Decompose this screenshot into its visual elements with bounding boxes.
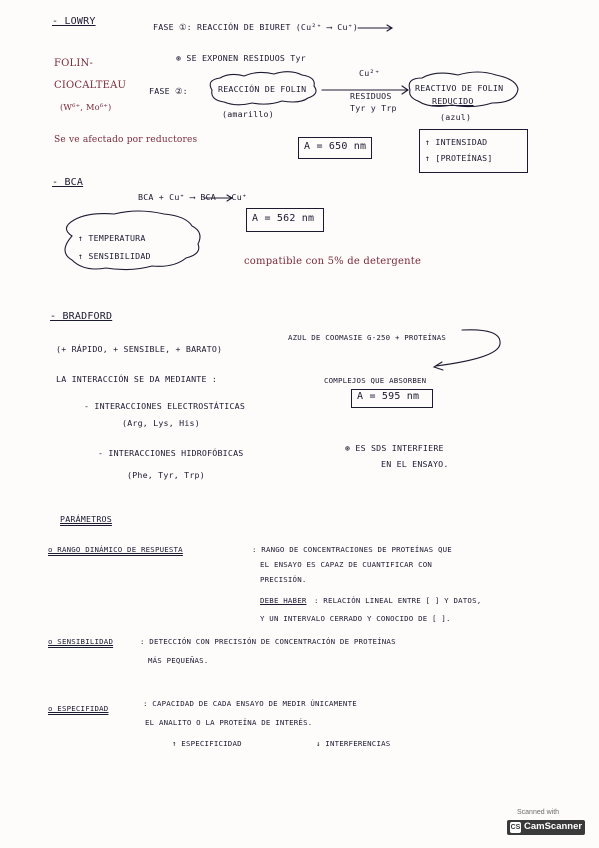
bradford-dye: AZUL DE COOMASIE G-250 + PROTEÍNAS <box>288 333 447 342</box>
lowry-cu2: Cu²⁺ <box>359 68 380 78</box>
camscanner-watermark <box>503 808 587 838</box>
parametros-heading: PARÁMETROS <box>60 514 112 524</box>
sensibilidad-line-2: MÁS PEQUEÑAS. <box>148 656 209 665</box>
lowry-wavelength: A = 650 nm <box>304 141 367 152</box>
bradford-sds-2: EN EL ENSAYO. <box>381 459 449 469</box>
bca-wavelength: A = 562 nm <box>252 213 315 224</box>
lowry-azul: (azul) <box>440 112 472 122</box>
rango-line-1: : RANGO DE CONCENTRACIONES DE PROTEÍNAS QUE <box>252 545 452 554</box>
scanned-with-label: Scanned with <box>517 809 560 816</box>
rango-label: o RANGO DINÁMICO DE RESPUESTA <box>48 545 183 554</box>
lowry-fase1: FASE ①: REACCIÓN DE BIURET (Cu²⁺ ⟶ Cu⁺) <box>153 22 359 32</box>
rango-line-2: EL ENSAYO ES CAPAZ DE CUANTIFICAR CON <box>260 560 433 569</box>
lowry-note: Se ve afectado por reductores <box>54 135 198 145</box>
lowry-amarillo: (amarillo) <box>222 109 274 119</box>
camscanner-badge <box>507 820 585 835</box>
rango-line-3: PRECISIÓN. <box>260 575 307 584</box>
lowry-inc-1: ↑ INTENSIDAD <box>425 137 488 147</box>
folin-title-1: FOLIN- <box>54 58 94 69</box>
bradford-heading: - BRADFORD <box>50 311 113 322</box>
sensibilidad-line-1: : DETECCIÓN CON PRECISIÓN DE CONCENTRACIÓN DE PROTEÍNAS <box>140 637 396 646</box>
lowry-heading: - LOWRY <box>52 16 96 27</box>
bradford-hidro-res: (Phe, Tyr, Trp) <box>127 470 205 480</box>
cs-logo-icon: CS <box>510 824 521 831</box>
especifidad-label: o ESPECIFIDAD <box>48 704 109 713</box>
bradford-interaction: LA INTERACCIÓN SE DA MEDIANTE : <box>56 374 218 384</box>
bca-cloud-1: ↑ TEMPERATURA <box>78 233 146 243</box>
bradford-electro-res: (Arg, Lys, His) <box>122 418 200 428</box>
bca-heading: - BCA <box>52 177 84 188</box>
bradford-props: (+ RÁPIDO, + SENSIBLE, + BARATO) <box>56 344 223 354</box>
sensibilidad-label: o SENSIBILIDAD <box>48 637 114 646</box>
lowry-fase2-label: FASE ②: <box>149 86 188 96</box>
bradford-electro: - INTERACCIONES ELECTROSTÁTICAS <box>84 401 246 411</box>
especifidad-up: ↑ ESPECIFICIDAD <box>172 739 242 748</box>
especifidad-line-1: : CAPACIDAD DE CADA ENSAYO DE MEDIR ÚNICAMENTE <box>143 699 357 708</box>
lowry-inc-2: ↑ [PROTEÍNAS] <box>425 153 493 163</box>
debe-line-1: : RELACIÓN LINEAL ENTRE [ ] Y DATOS, <box>314 596 482 605</box>
bca-eq: BCA + Cu⁺ ⟶ BCA – Cu⁺ <box>138 192 248 202</box>
lowry-fase2-cloud: REACCIÓN DE FOLIN <box>218 84 307 94</box>
debe-line-2: Y UN INTERVALO CERRADO Y CONOCIDO DE [ ]. <box>260 614 451 623</box>
bca-note: compatible con 5% de detergente <box>244 256 422 267</box>
fase1-arrow-icon <box>358 25 392 31</box>
bradford-sds-1: ⊛ ES SDS INTERFIERE <box>345 443 444 453</box>
bradford-wavelength: A = 595 nm <box>357 391 420 402</box>
bradford-hidro: - INTERACCIONES HIDROFÓBICAS <box>98 448 244 458</box>
camscanner-label: CamScanner <box>524 821 583 832</box>
lowry-residuos-1: RESIDUOS <box>350 91 392 101</box>
lowry-reducido-1: REACTIVO DE FOLIN <box>415 83 504 93</box>
lowry-reducido-2: REDUCIDO <box>432 96 474 106</box>
folin-title-3: (W⁶⁺, Mo⁶⁺) <box>60 102 112 112</box>
debe-label: DEBE HABER <box>260 596 307 605</box>
lowry-increase-box <box>419 129 528 173</box>
bradford-complejos: COMPLEJOS QUE ABSORBEN <box>324 376 427 385</box>
folin-title-2: CIOCALTEAU <box>54 80 127 91</box>
bca-cloud-2: ↑ SENSIBILIDAD <box>78 251 151 261</box>
lowry-residuos-2: Tyr y Trp <box>350 103 397 113</box>
especifidad-down: ↓ INTERFERENCIAS <box>316 739 391 748</box>
lowry-exponen: ⊛ SE EXPONEN RESIDUOS Tyr <box>176 53 306 63</box>
especifidad-line-2: EL ANALITO O LA PROTEÍNA DE INTERÉS. <box>145 718 313 727</box>
